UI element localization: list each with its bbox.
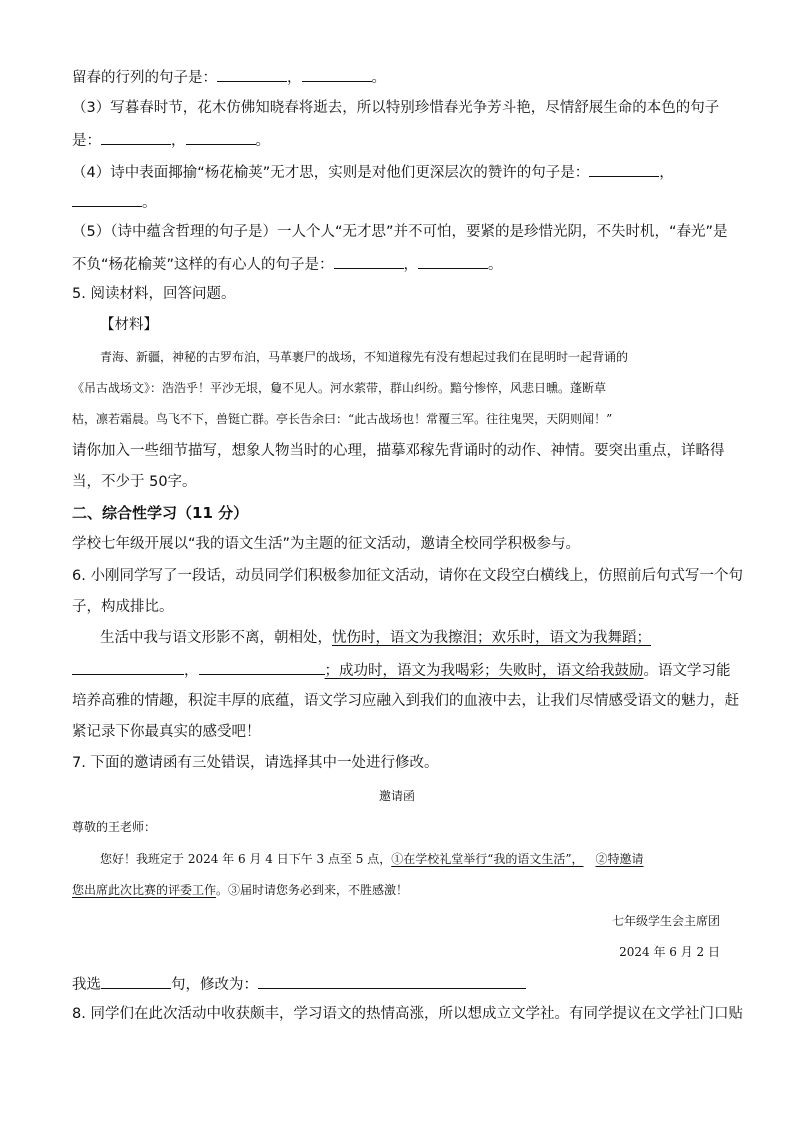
- letter-salutation: 尊敬的王老师：: [72, 820, 157, 834]
- answer-blank[interactable]: [589, 161, 659, 177]
- letter-sender: 七年级学生会主席团: [611, 914, 720, 928]
- question-5-prompt-a: 请你加入一些细节描写，想象人物当时的心理，描摹邓稼先背诵时的动作、神情。要突出重点，详略得: [72, 443, 725, 459]
- material-line-3: 枯，凛若霜晨。鸟飞不下，兽铤亡群。亭长告余曰：“此古战场也！常覆三军。往往鬼哭，天阴则闻！”: [72, 412, 613, 426]
- material-label: 【材料】: [100, 317, 158, 333]
- question-6-b: 子，构成排比。: [72, 599, 174, 615]
- letter-body-2: 您出席此次比赛的评委工作。③届时请您务必到来，不胜感激！: [72, 883, 409, 897]
- answer-blank[interactable]: [217, 66, 287, 82]
- question-6-a: 6. 小刚同学写了一段话，动员同学们积极参加征文活动，请你在文段空白横线上，仿照前后句式写一个句: [72, 568, 743, 584]
- line-5: 。: [72, 191, 157, 213]
- question-7: 7. 下面的邀请函有三处错误，请选择其中一处进行修改。: [72, 755, 439, 771]
- choose-line: 我选 句，修改为：: [72, 973, 526, 995]
- line-4: （4）诗中表面揶揄“杨花榆荚”无才思，实则是对他们更深层次的赞许的句子是： ，: [72, 161, 674, 183]
- line-6: （5）（诗中蕴含哲理的句子是）一人个人“无才思”并不可怕，要紧的是珍惜光阴，不失时机，“春光”是: [72, 224, 728, 240]
- question-5-prompt-b: 当，不少于 50字。: [72, 474, 197, 490]
- letter-date: 2024 年 6 月 2 日: [619, 945, 720, 959]
- line-2: （3）写暮春时节，花木仿佛知晓春将逝去，所以特别珍惜春光争芳斗艳，尽情舒展生命的本色的句子: [72, 100, 720, 116]
- line-7: 不负“杨花榆荚”这样的有心人的句子是： ， 。: [72, 253, 503, 275]
- answer-blank[interactable]: [334, 253, 404, 269]
- answer-blank[interactable]: [418, 253, 488, 269]
- passage-line-1: 生活中我与语文形影不离，朝相处，忧伤时，语文为我擦泪；欢乐时，语文为我舞蹈；: [100, 630, 651, 646]
- answer-blank[interactable]: [258, 973, 526, 989]
- answer-blank[interactable]: [199, 659, 325, 675]
- question-8: 8. 同学们在此次活动中收获颇丰，学习语文的热情高涨，所以想成立文学社。有同学提议在文学社门口贴: [72, 1006, 743, 1022]
- line-3: 是： ， 。: [72, 129, 270, 151]
- answer-blank[interactable]: [302, 66, 372, 82]
- line-1: 留春的行列的句子是： ， 。: [72, 66, 386, 88]
- passage-line-3: 培养高雅的情趣，积淀丰厚的底蕴，语文学习应融入到我们的血液中去，让我们尽情感受语文的魅力，赶: [72, 693, 739, 709]
- question-5: 5. 阅读材料，回答问题。: [72, 286, 236, 302]
- answer-blank[interactable]: [101, 973, 171, 989]
- intro-line: 学校七年级开展以“我的语文生活”为主题的征文活动，邀请全校同学积极参与。: [72, 536, 581, 552]
- letter-title: 邀请函: [378, 789, 415, 803]
- letter-body-1: 您好！我班定于 2024 年 6 月 4 日下午 3 点至 5 点，①在学校礼堂举行“我的语文生活”， ②特邀请: [100, 852, 644, 866]
- passage-line-4: 紧记录下你最真实的感受吧！: [72, 724, 261, 740]
- answer-blank[interactable]: [72, 191, 142, 207]
- material-line-1: 青海、新疆，神秘的古罗布泊，马革裹尸的战场，不知道稼先有没有想起过我们在昆明时一起背诵的: [100, 350, 629, 364]
- passage-line-2: ， ；成功时，语文为我喝彩；失败时，语文给我鼓励。语文学习能: [72, 659, 731, 681]
- answer-blank[interactable]: [101, 129, 171, 145]
- section-heading: 二、综合性学习（11 分）: [72, 504, 249, 522]
- answer-blank[interactable]: [186, 129, 256, 145]
- material-line-2: 《吊古战场文》：浩浩乎！平沙无垠，敻不见人。河水萦带，群山纠纷。黯兮惨悴，风悲日曛。蓬断草: [72, 381, 607, 395]
- answer-blank[interactable]: [72, 659, 184, 675]
